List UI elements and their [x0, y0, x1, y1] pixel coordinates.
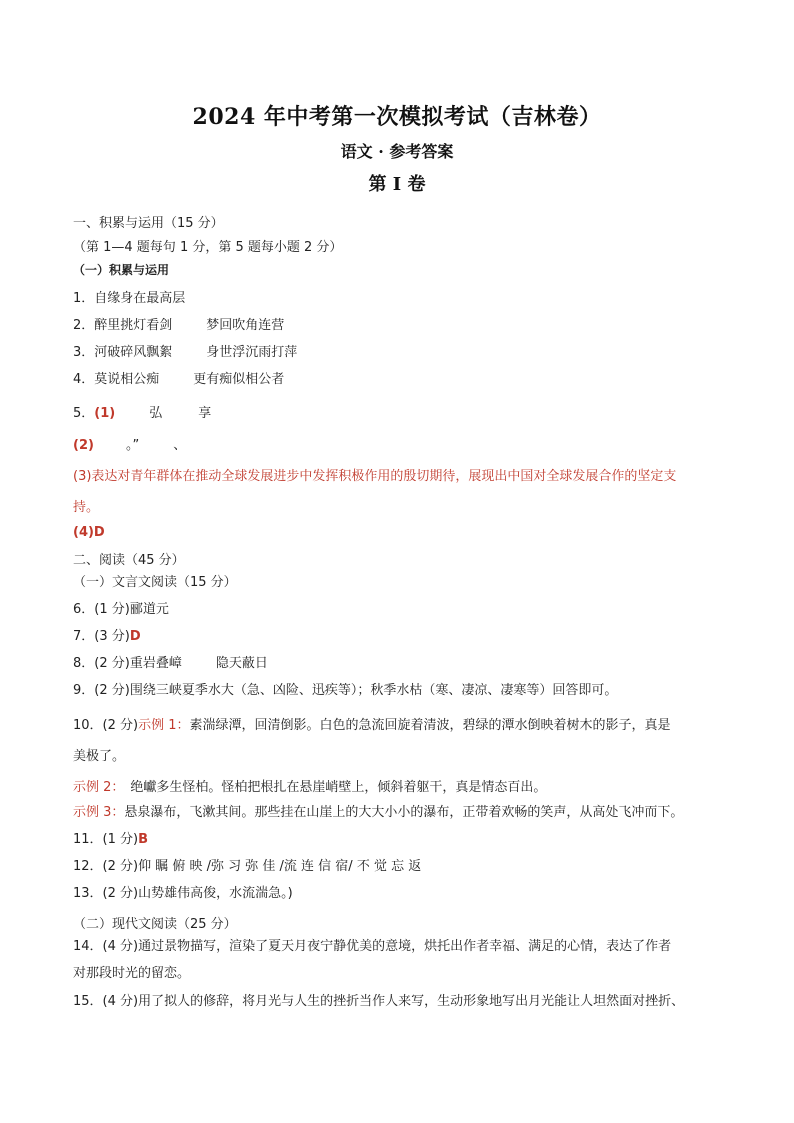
- q7-answer: D: [129, 629, 141, 644]
- q10-example-1-label: 示例 1：: [138, 718, 190, 733]
- q10-example-2-text: 绝巘多生怪柏。怪柏把根扎在悬崖峭壁上，倾斜着躯干，真是情态百出。: [130, 780, 547, 795]
- q8-prefix: 8．(2 分): [73, 656, 130, 671]
- q6-prefix: 6．(1 分): [73, 602, 130, 617]
- q11-answer: B: [138, 832, 149, 847]
- document-subtitle: 语文 · 参考答案: [340, 142, 454, 161]
- answer-q6: [73, 601, 169, 619]
- answer-q5-1: [73, 405, 211, 423]
- q5-1-answer-b: 享: [198, 406, 212, 421]
- answer-q13: [73, 885, 293, 903]
- document-title: 2024 年中考第一次模拟考试（吉林卷）: [192, 104, 602, 130]
- answer-q4: [73, 371, 284, 389]
- q9-answer: 围绕三峡夏季水大（急、凶险、迅疾等）；秋季水枯（寒、凄凉、凄寒等）回答即可。: [129, 683, 618, 698]
- answer-q5-3-line-1: (3)表达对青年群体在推动全球发展进步中发挥积极作用的殷切期待，展现出中国对全球发展合作的坚定支: [73, 469, 677, 484]
- q13-answer: 山势雄伟高俊，水流湍急。): [138, 886, 293, 901]
- q5-2-answer-b: 、: [173, 438, 187, 453]
- q5-2-answer-a: 。”: [125, 438, 140, 453]
- q15-answer-line-1: 用了拟人的修辞，将月光与人生的挫折当作人来写，生动形象地写出月光能让人坦然面对挫折、: [138, 994, 685, 1009]
- answer-q2-part-a: 2．醉里挑灯看剑: [73, 318, 173, 333]
- q7-prefix: 7．(3 分): [73, 629, 130, 644]
- answer-q9: [73, 682, 617, 700]
- q9-prefix: 9．(2 分): [73, 683, 130, 698]
- answer-q8: [73, 655, 268, 673]
- q5-1-answer-a: 弘: [149, 406, 163, 421]
- answer-q4-part-a: 4．莫说相公痴: [73, 372, 160, 387]
- answer-q12: [73, 858, 421, 876]
- section-1-scoring-note: （第 1—4 题每句 1 分，第 5 题每小题 2 分）: [73, 240, 343, 255]
- q8-answer-a: 重岩叠嶂: [129, 656, 182, 671]
- q14-prefix: 14．(4 分): [73, 939, 139, 954]
- q10-example-3-text: 悬泉瀑布，飞漱其间。那些挂在山崖上的大大小小的瀑布，正带着欢畅的笑声，从高处飞冲而下。: [124, 805, 684, 820]
- q8-answer-b: 隐天蔽日: [215, 656, 268, 671]
- q13-prefix: 13．(2 分): [73, 886, 139, 901]
- q12-prefix: 12．(2 分): [73, 859, 139, 874]
- q6-answer: 郦道元: [129, 602, 169, 617]
- section-2-subheading-1: （一）文言文阅读（15 分）: [73, 575, 237, 590]
- answer-q3: [73, 344, 297, 362]
- answer-q7: [73, 628, 141, 646]
- answer-q2: [73, 317, 284, 335]
- answer-q11: [73, 831, 148, 849]
- q14-answer-line-1: 通过景物描写，渲染了夏天月夜宁静优美的意境，烘托出作者幸福、满足的心情，表达了作者: [138, 939, 672, 954]
- q12-answer: 仰 瞩 俯 映 /弥 习 弥 佳 /流 连 信 宿/ 不 觉 忘 返: [138, 859, 422, 874]
- q11-prefix: 11．(1 分): [73, 832, 139, 847]
- answer-q10-example-2: [73, 779, 546, 797]
- answer-q14-line-2: 对那段时光的留恋。: [73, 966, 191, 981]
- answer-q2-part-b: 梦回吹角连营: [206, 318, 285, 333]
- q10-example-1-text: 素湍绿潭，回清倒影。白色的急流回旋着清波，碧绿的潭水倒映着树木的影子，真是: [189, 718, 671, 733]
- section-1-subheading: （一）积累与运用: [73, 263, 170, 277]
- answer-q3-part-a: 3．河破碎风飘絮: [73, 345, 173, 360]
- part-heading: 第 I 卷: [368, 174, 426, 195]
- q10-example-3-label: 示例 3：: [73, 805, 125, 820]
- answer-q3-part-b: 身世浮沉雨打萍: [206, 345, 298, 360]
- answer-q5-3-line-2: 持。: [73, 500, 100, 515]
- q5-2-label: (2): [73, 438, 94, 453]
- q10-example-2-label: 示例 2：: [73, 780, 125, 795]
- answer-q10-example-1-line-1: [73, 717, 671, 735]
- q15-prefix: 15．(4 分): [73, 994, 139, 1009]
- answer-q10-example-1-line-2: 美极了。: [73, 749, 126, 764]
- answer-q1: 1．自缘身在最高层: [73, 291, 186, 306]
- answer-q14-line-1: [73, 938, 671, 956]
- answer-q10-example-3: [73, 804, 683, 822]
- section-2-heading: 二、阅读（45 分）: [73, 553, 185, 568]
- q5-number: 5．: [73, 406, 95, 421]
- section-1-heading: 一、积累与运用（15 分）: [73, 216, 224, 231]
- q5-1-label: (1): [94, 406, 116, 421]
- section-2-subheading-2: （二）现代文阅读（25 分）: [73, 917, 237, 932]
- answer-q15-line-1: [73, 993, 684, 1011]
- answer-q4-part-b: 更有痴似相公者: [193, 372, 285, 387]
- q10-prefix: 10．(2 分): [73, 718, 139, 733]
- answer-q5-4: (4)D: [73, 525, 105, 540]
- answer-q5-2: [73, 437, 186, 455]
